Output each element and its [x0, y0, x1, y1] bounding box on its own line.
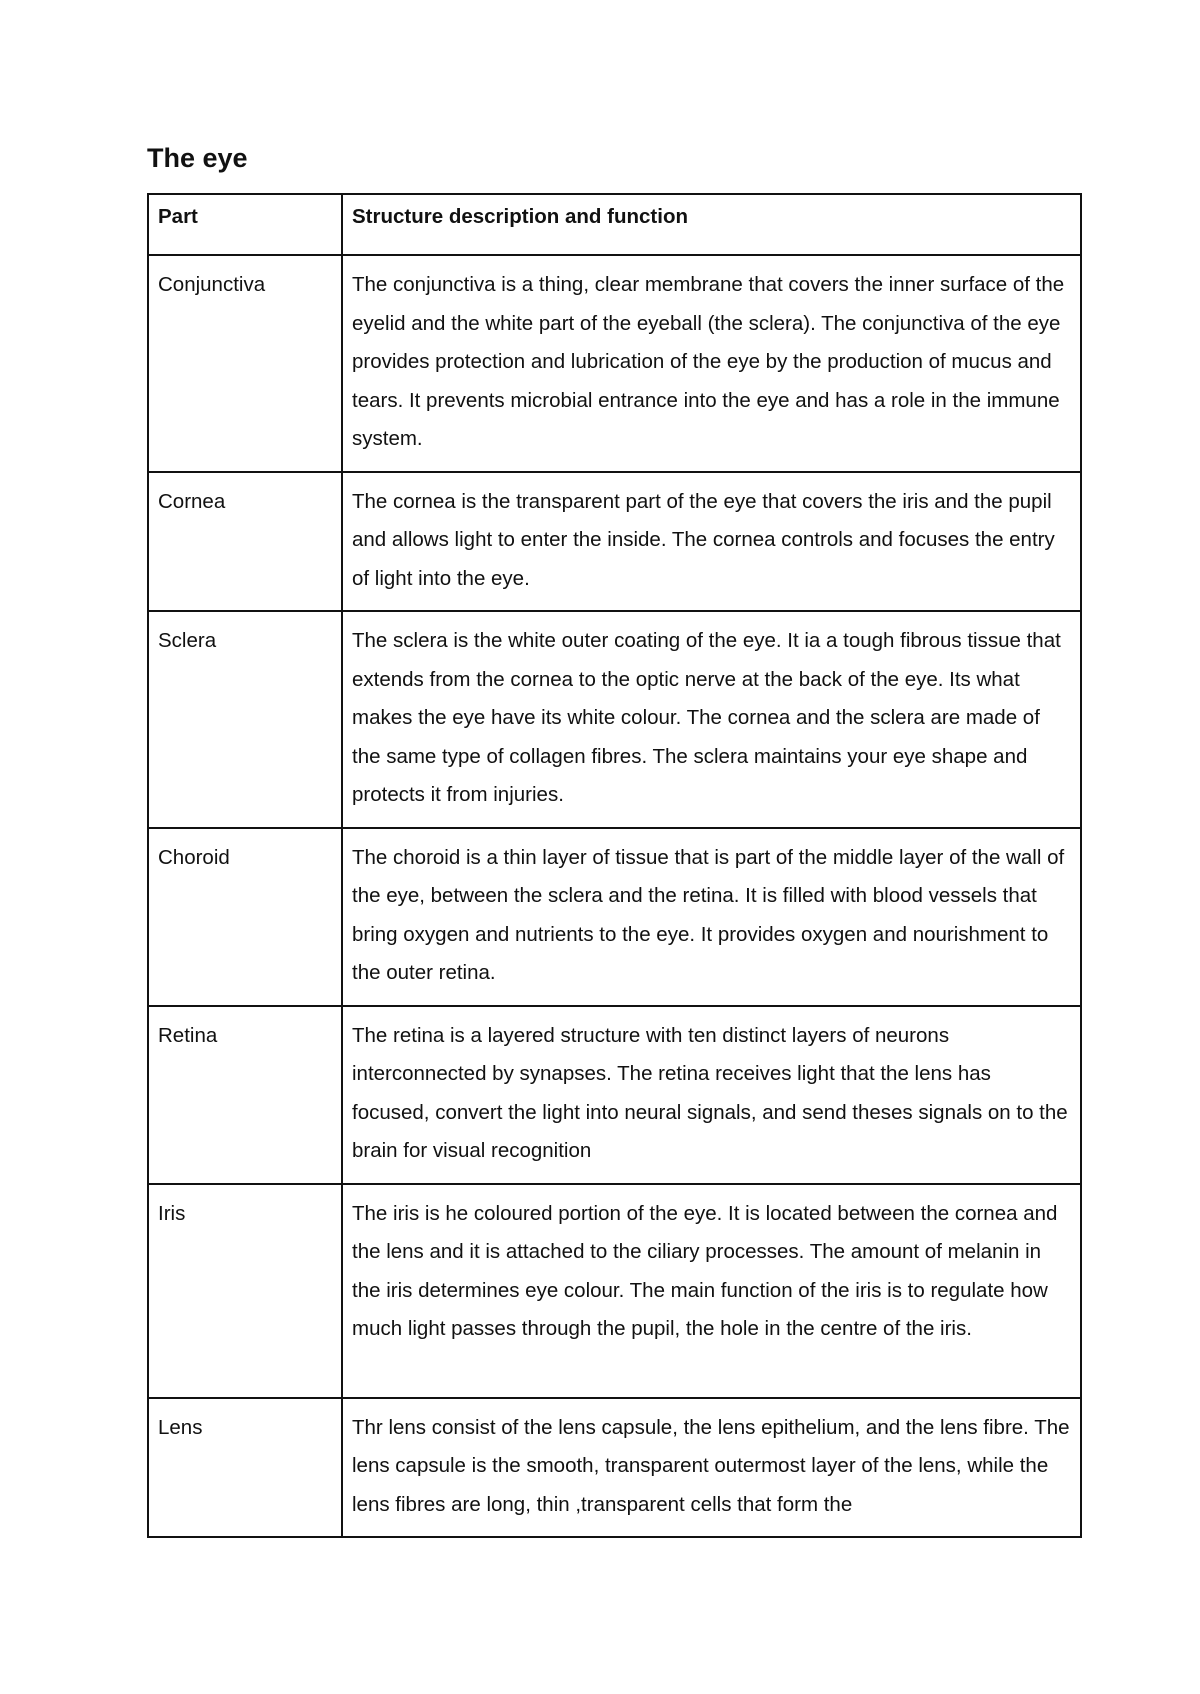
- description-cell: The cornea is the transparent part of the eye that covers the iris and the pupil and allows light to enter the inside. The cornea controls and focuses the entry of light into the eye.: [342, 472, 1081, 612]
- description-cell: The retina is a layered structure with ten distinct layers of neurons interconnected by synapses. The retina receives light that the lens has focused, convert the light into neural signals, and send theses signals on to the brain for visual recognition: [342, 1006, 1081, 1184]
- part-cell: Choroid: [148, 828, 342, 1006]
- page-title: The eye: [147, 143, 248, 173]
- table-row: [148, 1006, 1081, 1184]
- part-cell: Iris: [148, 1184, 342, 1398]
- description-cell: The iris is he coloured portion of the eye. It is located between the cornea and the lens and it is attached to the ciliary processes. The amount of melanin in the iris determines eye colour. The main function of the iris is to regulate how much light passes through the pupil, the hole in the centre of the iris.: [342, 1184, 1081, 1398]
- header-description: Structure description and function: [342, 194, 1081, 255]
- part-cell: Retina: [148, 1006, 342, 1184]
- part-cell: Sclera: [148, 611, 342, 828]
- table-row: [148, 1398, 1081, 1538]
- table-row: [148, 611, 1081, 828]
- table-row: [148, 472, 1081, 612]
- table-row: [148, 255, 1081, 472]
- part-cell: Conjunctiva: [148, 255, 342, 472]
- table-header-row: [148, 194, 1081, 255]
- description-cell: The sclera is the white outer coating of the eye. It ia a tough fibrous tissue that extends from the cornea to the optic nerve at the back of the eye. Its what makes the eye have its white colour. The cornea and the sclera are made of the same type of collagen fibres. The sclera maintains your eye shape and protects it from injuries.: [342, 611, 1081, 828]
- eye-parts-table: [147, 193, 1082, 1538]
- description-cell: The choroid is a thin layer of tissue that is part of the middle layer of the wall of the eye, between the sclera and the retina. It is filled with blood vessels that bring oxygen and nutrients to the eye. It provides oxygen and nourishment to the outer retina.: [342, 828, 1081, 1006]
- description-cell: The conjunctiva is a thing, clear membrane that covers the inner surface of the eyelid and the white part of the eyeball (the sclera). The conjunctiva of the eye provides protection and lubrication of the eye by the production of mucus and tears. It prevents microbial entrance into the eye and has a role in the immune system.: [342, 255, 1081, 472]
- table-row: [148, 828, 1081, 1006]
- part-cell: Cornea: [148, 472, 342, 612]
- table-row: [148, 1184, 1081, 1398]
- header-part: Part: [148, 194, 342, 255]
- description-cell: Thr lens consist of the lens capsule, the lens epithelium, and the lens fibre. The lens capsule is the smooth, transparent outermost layer of the lens, while the lens fibres are long, thin ,transparent cells that form the: [342, 1398, 1081, 1538]
- part-cell: Lens: [148, 1398, 342, 1538]
